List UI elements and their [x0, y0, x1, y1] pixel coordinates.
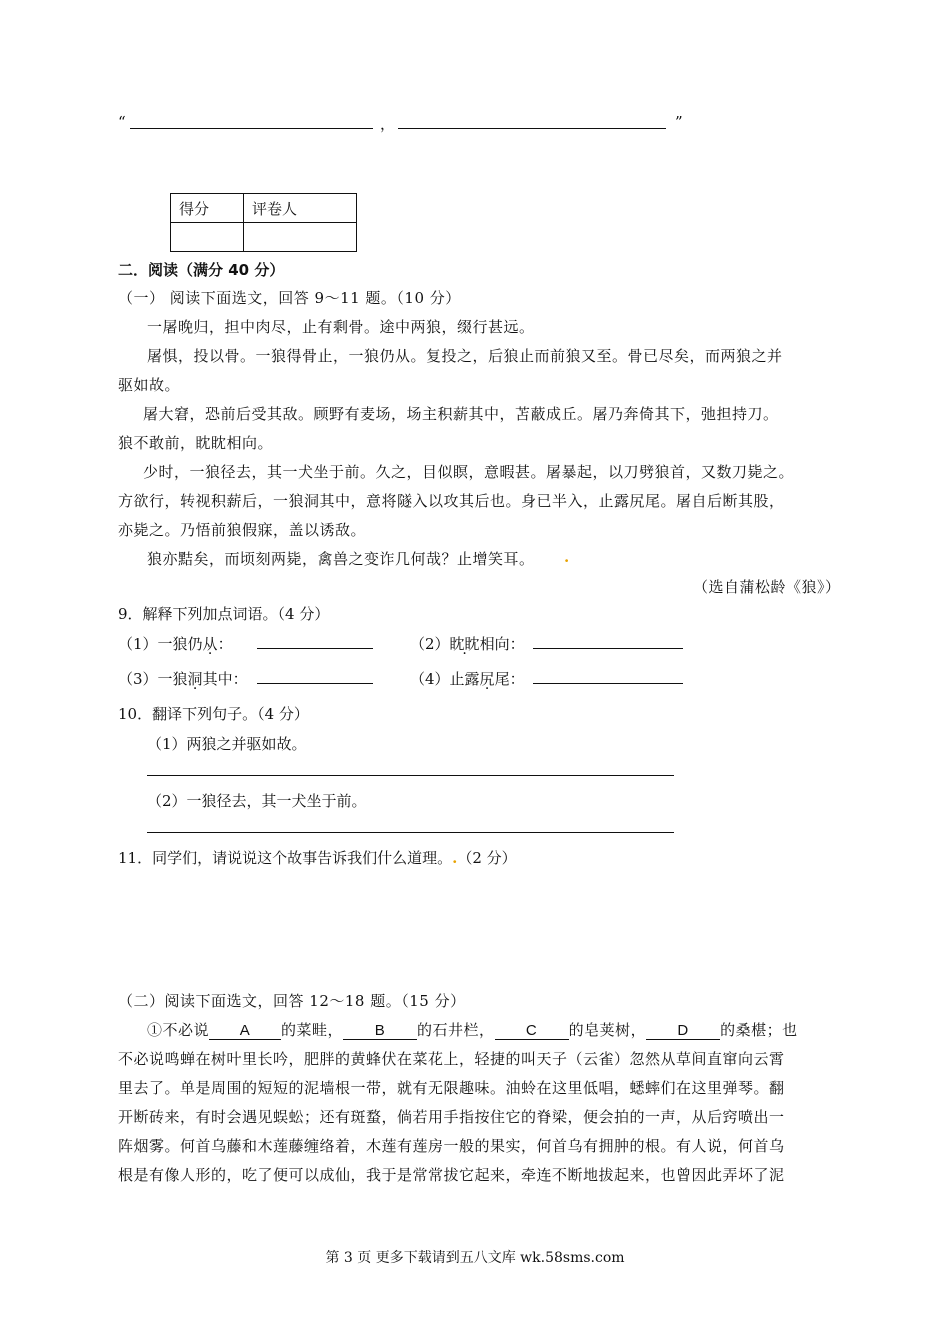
q9-item-2 [410, 633, 525, 654]
passage-line: 不必说鸣蝉在树叶里长吟，肥胖的黄蜂伏在菜花上，轻捷的叫天子（云雀）忽然从草间直窜向云霄 [118, 1050, 785, 1068]
answer-blank[interactable] [533, 683, 683, 684]
score-header: 得分 [171, 194, 244, 223]
answer-line[interactable] [147, 832, 674, 833]
q9-item-text: （4）止露 [410, 670, 480, 688]
passage-text: 的菜畦， [281, 1021, 344, 1039]
passage-line: 里去了。单是周围的短短的泥墙根一带，就有无限趣味。油蛉在这里低唱，蟋蟀们在这里弹琴。翻 [118, 1079, 785, 1097]
answer-line[interactable] [147, 775, 674, 776]
passage-line: 根是有像人形的，吃了便可以成仙，我于是常常拔它起来，牵连不断地拔起来，也曾因此弄坏了泥 [118, 1166, 785, 1184]
answer-blank[interactable] [398, 128, 666, 129]
passage-text: 的皂荚树， [568, 1021, 647, 1039]
page-footer: 第 3 页 更多下载请到五八文库 wk.58sms.com [325, 1250, 625, 1266]
passage-line: 方欲行，转视积薪后，一狼洞其中，意将隧入以攻其后也。身已半入，止露尻尾。屠自后断其股， [118, 492, 785, 510]
q9-item-text: 其中： [202, 670, 248, 688]
passage-line: 屠惧，投以骨。一狼得骨止，一狼仍从。复投之，后狼止而前狼又至。骨已尽矣，而两狼之并 [147, 347, 783, 365]
part2-intro: （二）阅读下面选文，回答 12～18 题。（15 分） [118, 992, 466, 1010]
dotted-word: 眈眈 [449, 635, 480, 653]
passage-text: 不必说 [162, 1021, 210, 1039]
blank-a[interactable]: A [209, 1023, 281, 1040]
dotted-word: 尻 [479, 670, 495, 688]
q9-item-text: ： [217, 635, 233, 653]
q9-item-text: 尾： [494, 670, 525, 688]
grader-header: 评卷人 [244, 194, 357, 223]
answer-blank[interactable] [257, 683, 373, 684]
score-cell[interactable] [171, 223, 244, 252]
q9-item-4 [410, 668, 525, 689]
answer-blank[interactable] [533, 648, 683, 649]
q9-item-1 [118, 633, 233, 654]
q9-item-3 [118, 668, 248, 689]
dotted-word: 从 [202, 635, 218, 653]
q11-score: （2 分） [457, 849, 517, 867]
blank-c[interactable]: C [495, 1023, 569, 1040]
grader-cell[interactable] [244, 223, 357, 252]
blank-b[interactable]: B [343, 1023, 417, 1040]
passage-line: 开断砖来，有时会遇见蜈蚣；还有斑蝥，倘若用手指按住它的脊梁，便会拍的一声，从后窍喷出一 [118, 1108, 785, 1126]
passage-source: （选自蒲松龄《狼》） [693, 578, 841, 596]
passage-first-line [147, 1019, 798, 1040]
q11-text: 11．同学们，请说说这个故事告诉我们什么道理。 [118, 849, 453, 867]
part1-intro: （一） 阅读下面选文，回答 9～11 题。（10 分） [118, 289, 461, 307]
quote-comma: ， [380, 115, 396, 133]
paragraph-number: ① [147, 1021, 163, 1039]
passage-text: 的石井栏， [417, 1021, 495, 1039]
q10-sentence-1: （1）两狼之并驱如故。 [147, 735, 307, 753]
passage-line: 阵烟雾。何首乌藤和木莲藤缠络着，木莲有莲房一般的果实，何首乌有拥肿的根。有人说，何首乌 [118, 1137, 785, 1155]
q9-item-text: （1）一狼仍 [118, 635, 203, 653]
q10-stem: 10．翻译下列句子。（4 分） [118, 705, 309, 723]
q10-sentence-2: （2）一狼径去，其一犬坐于前。 [147, 792, 367, 810]
orange-dot: . [564, 548, 570, 566]
quote-close: ” [675, 113, 683, 131]
blank-d[interactable]: D [646, 1023, 720, 1040]
passage-line: 驱如故。 [118, 376, 181, 394]
dotted-word: 洞 [187, 670, 203, 688]
orange-dot: . [452, 849, 458, 867]
passage-line: 屠大窘，恐前后受其敌。顾野有麦场，场主积薪其中，苫蔽成丘。屠乃奔倚其下，弛担持刀。 [143, 405, 779, 423]
answer-blank[interactable] [130, 128, 373, 129]
q11-stem [118, 847, 517, 868]
q9-item-text: （3）一狼 [118, 670, 188, 688]
quote-open: “ [118, 113, 126, 131]
q9-item-text: （2） [410, 635, 450, 653]
passage-line: 一屠晚归，担中肉尽，止有剩骨。途中两狼，缀行甚远。 [147, 318, 535, 336]
passage-text: 的桑椹；也 [720, 1021, 798, 1039]
passage-line: 亦毙之。乃悟前狼假寐，盖以诱敌。 [118, 521, 367, 539]
score-table [170, 193, 357, 252]
section-title: 二．阅读（满分 40 分） [118, 261, 285, 279]
q9-item-text: 相向： [479, 635, 525, 653]
answer-blank[interactable] [257, 648, 373, 649]
passage-line: 少时，一狼径去，其一犬坐于前。久之，目似瞑，意暇甚。屠暴起，以刀劈狼首，又数刀毙之。 [143, 463, 795, 481]
passage-line: 狼亦黠矣，而顷刻两毙，禽兽之变诈几何哉？止增笑耳。 [147, 550, 535, 568]
passage-line: 狼不敢前，眈眈相向。 [118, 434, 274, 452]
q9-stem: 9．解释下列加点词语。（4 分） [118, 605, 330, 623]
